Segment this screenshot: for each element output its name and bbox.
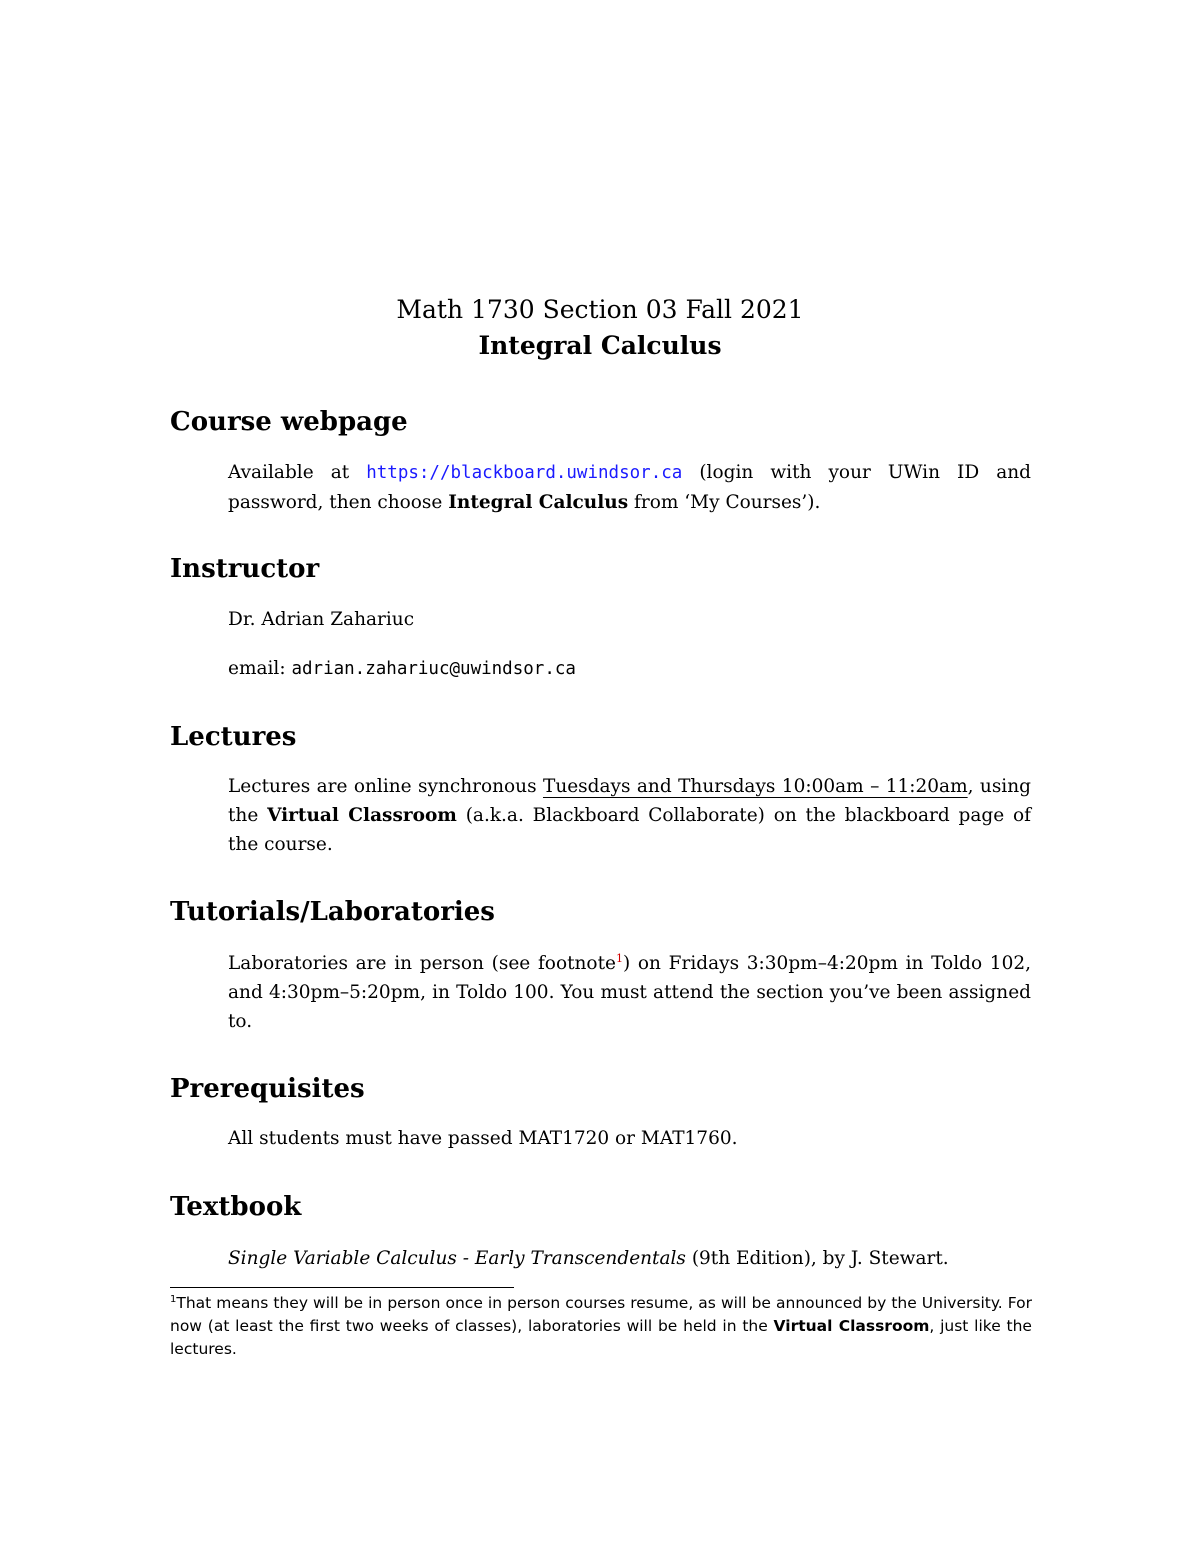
webpage-pre: Available at: [228, 462, 367, 483]
tutorials-post: ) on Fridays 3:30pm–4:20pm in Toldo 102, and 4:30pm–5:20pm, in Toldo 100. You must attend the section you’ve been assigned to.: [228, 953, 1031, 1032]
heading-instructor: Instructor: [170, 554, 320, 584]
heading-course-webpage: Course webpage: [170, 407, 408, 437]
tutorials-pre: Laboratories are in person (see footnote: [228, 953, 616, 974]
instructor-email[interactable]: adrian.zahariuc@uwindsor.ca: [291, 659, 576, 679]
heading-prerequisites: Prerequisites: [170, 1074, 365, 1104]
heading-tutorials: Tutorials/Laboratories: [170, 897, 495, 927]
heading-textbook: Textbook: [170, 1192, 302, 1222]
footnote-rule: [170, 1287, 514, 1288]
lectures-paragraph: [228, 772, 1031, 859]
course-subtitle: Integral Calculus: [478, 331, 722, 360]
footnote-number: 1: [170, 1293, 177, 1305]
textbook-post: (9th Edition), by J. Stewart.: [685, 1248, 949, 1269]
tutorials-paragraph: [228, 949, 1031, 1036]
document-title-block: [0, 292, 1200, 364]
lectures-mid: , using the: [228, 776, 1031, 826]
title-section: Section: [542, 295, 638, 324]
webpage-course-name: Integral Calculus: [448, 492, 629, 513]
webpage-mid: (login with your UWin ID and password, then choose: [228, 462, 1031, 513]
lectures-pre: Lectures are online synchronous: [228, 776, 543, 797]
textbook-title: Single Variable Calculus - Early Transcendentals: [228, 1248, 686, 1269]
title-number: 1730: [471, 295, 535, 324]
title-fall: Fall: [685, 295, 732, 324]
instructor-email-line: [228, 654, 1031, 684]
webpage-post: from ‘My Courses’).: [628, 492, 821, 513]
heading-lectures: Lectures: [170, 722, 297, 752]
title-year: 2021: [739, 295, 804, 324]
footnote-bold: Virtual Classroom: [773, 1317, 930, 1335]
lectures-post: (a.k.a. Blackboard Collaborate) on the blackboard page of the course.: [228, 805, 1031, 855]
prerequisites-text: All students must have passed MAT1720 or MAT1760.: [228, 1128, 738, 1149]
course-title: [0, 292, 1200, 328]
footnote-pre: That means they will be in person once in person courses resume, as will be announced by the University. For now (at least the first two weeks of classes), laboratories will be held in the: [170, 1294, 1032, 1335]
webpage-paragraph: [228, 458, 1031, 517]
footnote-post: , just like the lectures.: [170, 1317, 1032, 1358]
instructor-name: Dr. Adrian Zahariuc: [228, 609, 415, 630]
textbook-line: [228, 1244, 1031, 1273]
title-section-no: 03: [645, 295, 678, 324]
title-math: Math: [396, 295, 464, 324]
virtual-classroom: Virtual Classroom: [267, 805, 457, 826]
blackboard-link[interactable]: https://blackboard.uwindsor.ca: [366, 463, 683, 483]
lecture-times: Tuesdays and Thursdays 10:00am – 11:20am: [542, 776, 968, 797]
footnote-marker[interactable]: 1: [615, 951, 623, 965]
footnote: [170, 1292, 1032, 1361]
email-label: email:: [228, 658, 292, 679]
